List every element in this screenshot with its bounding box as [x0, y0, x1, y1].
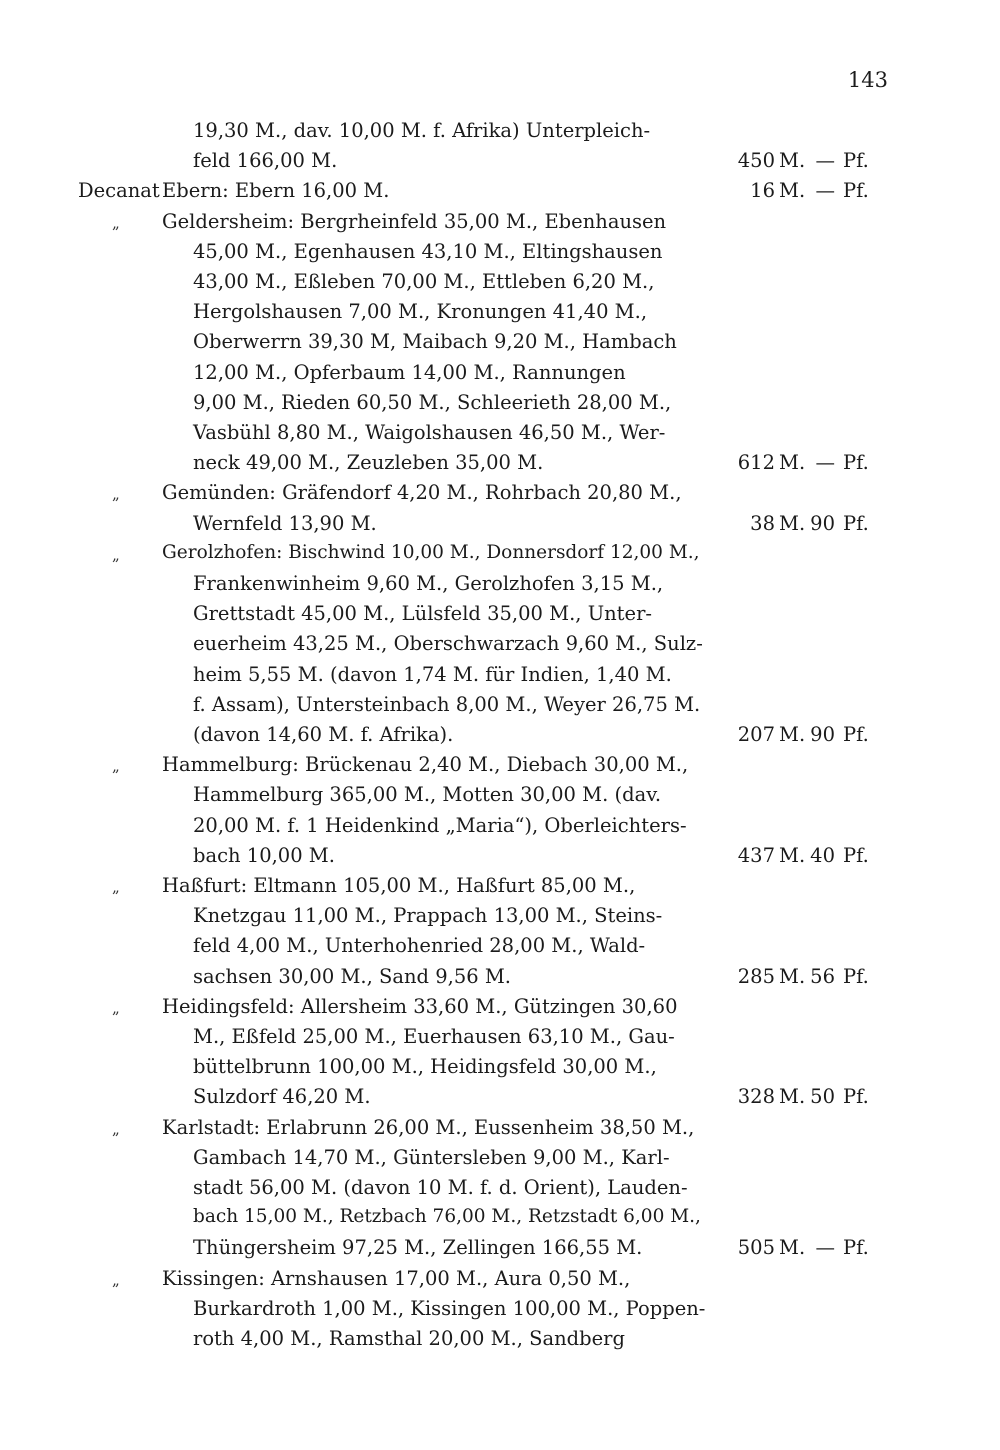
ditto-mark: „	[112, 878, 120, 896]
entry-text: roth 4,00 M., Ramsthal 20,00 M., Sandberg	[193, 1327, 625, 1350]
ledger-line	[0, 870, 1000, 900]
entry-text: (davon 14,60 M. f. Afrika).	[193, 723, 454, 746]
ledger-line	[0, 628, 1000, 658]
mark-unit: M.	[779, 511, 806, 535]
ledger-line	[0, 840, 1000, 870]
mark-unit: M.	[779, 964, 806, 988]
pfennig-unit: Pf.	[843, 179, 869, 203]
ledger-line	[0, 1323, 1000, 1353]
entry-text: Wernfeld 13,90 M.	[193, 511, 377, 535]
ledger-line	[0, 296, 1000, 326]
entry-text: Burkardroth 1,00 M., Kissingen 100,00 M., Poppen-	[193, 1296, 706, 1320]
mark-value: 328	[737, 1085, 775, 1109]
ledger-line	[0, 1081, 1000, 1111]
entry-text: Gerolzhofen: Bischwind 10,00 M., Donnersdorf 12,00 M.,	[162, 541, 700, 563]
ledger-line	[0, 206, 1000, 236]
entry-text: sachsen 30,00 M., Sand 9,56 M.	[193, 964, 512, 988]
ledger-line	[0, 447, 1000, 477]
pfennig-unit: Pf.	[843, 1085, 869, 1109]
entry-text: Karlstadt: Erlabrunn 26,00 M., Eussenheim 38,50 M.,	[162, 1115, 695, 1139]
entry-text: feld 166,00 M.	[193, 149, 338, 173]
ledger-line	[0, 568, 1000, 598]
entry-text: Frankenwinheim 9,60 M., Gerolzhofen 3,15 M.,	[193, 572, 664, 595]
mark-unit: M.	[779, 723, 806, 746]
pfennig-value: 50	[810, 1085, 835, 1109]
mark-unit: M.	[779, 843, 806, 867]
mark-value: 437	[737, 843, 775, 867]
ditto-mark: „	[112, 545, 120, 564]
mark-unit: M.	[779, 179, 806, 203]
ledger-line	[0, 538, 1000, 568]
entry-text: 45,00 M., Egenhausen 43,10 M., Eltingshausen	[193, 239, 663, 263]
entry-text: Hergolshausen 7,00 M., Kronungen 41,40 M.,	[193, 300, 648, 324]
ledger-line	[0, 477, 1000, 507]
pfennig-unit: Pf.	[843, 723, 869, 746]
ledger-line	[0, 1051, 1000, 1081]
mark-value: 612	[737, 451, 775, 475]
entry-text: bach 10,00 M.	[193, 843, 335, 867]
ledger-line	[0, 961, 1000, 991]
pfennig-value: 90	[810, 511, 835, 535]
ledger-line	[0, 1142, 1000, 1172]
ledger-line	[0, 900, 1000, 930]
ditto-mark: „	[112, 485, 120, 504]
ledger-line	[0, 1202, 1000, 1232]
mark-unit: M.	[779, 149, 806, 173]
ledger-line	[0, 779, 1000, 809]
entry-text: 19,30 M., dav. 10,00 M. f. Afrika) Unterpleich-	[193, 119, 651, 142]
entry-text: 9,00 M., Rieden 60,50 M., Schleerieth 28,00 M.,	[193, 390, 672, 414]
decanat-label: Decanat	[78, 179, 160, 203]
ledger-line	[0, 991, 1000, 1021]
mark-value: 505	[737, 1236, 775, 1260]
ledger-line	[0, 1172, 1000, 1202]
entry-text: f. Assam), Untersteinbach 8,00 M., Weyer 26,75 M.	[193, 692, 701, 716]
entry-text: Hammelburg: Brückenau 2,40 M., Diebach 30,00 M.,	[162, 753, 689, 777]
ledger-line	[0, 1263, 1000, 1293]
entry-text: Sulzdorf 46,20 M.	[193, 1085, 371, 1109]
entry-text: M., Eßfeld 25,00 M., Euerhausen 63,10 M., Gau-	[193, 1025, 675, 1048]
pfennig-value: —	[815, 451, 835, 475]
entry-text: Heidingsfeld: Allersheim 33,60 M., Gützingen 30,60	[162, 994, 678, 1018]
mark-unit: M.	[779, 451, 806, 475]
ditto-mark: „	[112, 213, 120, 232]
entry-text: Geldersheim: Bergrheinfeld 35,00 M., Ebenhausen	[162, 209, 667, 233]
entry-text: Thüngersheim 97,25 M., Zellingen 166,55 M.	[193, 1236, 643, 1260]
ledger-line	[0, 326, 1000, 356]
entry-text: heim 5,55 M. (davon 1,74 M. für Indien, 1,40 M.	[193, 662, 672, 686]
pfennig-value: —	[815, 1236, 835, 1260]
ledger-line	[0, 598, 1000, 628]
ledger-line	[0, 1021, 1000, 1051]
ledger-line	[0, 175, 1000, 205]
ledger-line	[0, 508, 1000, 538]
mark-unit: M.	[779, 1236, 806, 1260]
pfennig-value: —	[815, 179, 835, 203]
entry-text: 43,00 M., Eßleben 70,00 M., Ettleben 6,20 M.,	[193, 270, 655, 293]
entry-text: Gambach 14,70 M., Güntersleben 9,00 M., Karl-	[193, 1145, 670, 1169]
entry-text: 20,00 M. f. 1 Heidenkind „Maria“), Oberleichters-	[193, 813, 687, 837]
pfennig-unit: Pf.	[843, 964, 869, 988]
pfennig-unit: Pf.	[843, 149, 869, 173]
pfennig-unit: Pf.	[843, 451, 869, 475]
ledger-line	[0, 357, 1000, 387]
entry-text: stadt 56,00 M. (davon 10 M. f. d. Orient), Lauden-	[193, 1176, 688, 1199]
ledger-line	[0, 810, 1000, 840]
ditto-mark: „	[112, 998, 120, 1017]
page-number: 143	[847, 68, 888, 92]
ledger-line	[0, 1293, 1000, 1323]
mark-value: 38	[750, 511, 775, 535]
entry-text: Knetzgau 11,00 M., Prappach 13,00 M., Steins-	[193, 904, 663, 928]
ledger-line	[0, 930, 1000, 960]
entry-text: neck 49,00 M., Zeuzleben 35,00 M.	[193, 451, 544, 475]
ledger-line	[0, 236, 1000, 266]
ditto-mark: „	[112, 1119, 120, 1138]
ditto-mark: „	[112, 1270, 120, 1289]
entry-text: euerheim 43,25 M., Oberschwarzach 9,60 M., Sulz-	[193, 632, 703, 656]
ledger-line	[0, 115, 1000, 145]
ditto-mark: „	[112, 757, 120, 776]
entry-text: Vasbühl 8,80 M., Waigolshausen 46,50 M., Wer-	[193, 421, 666, 444]
pfennig-value: —	[815, 149, 835, 173]
ledger-line	[0, 1112, 1000, 1142]
ledger-line	[0, 417, 1000, 447]
mark-value: 207	[737, 723, 775, 746]
pfennig-unit: Pf.	[843, 1236, 869, 1260]
entry-text: Oberwerrn 39,30 M, Maibach 9,20 M., Hambach	[193, 330, 677, 354]
entry-text: Ebern: Ebern 16,00 M.	[162, 179, 390, 203]
entry-text: feld 4,00 M., Unterhohenried 28,00 M., Wald-	[193, 934, 646, 958]
pfennig-value: 56	[810, 964, 835, 988]
mark-unit: M.	[779, 1085, 806, 1109]
ledger-line	[0, 659, 1000, 689]
ledger-line	[0, 266, 1000, 296]
mark-value: 285	[737, 964, 775, 988]
pfennig-unit: Pf.	[843, 511, 869, 535]
entry-text: Grettstadt 45,00 M., Lülsfeld 35,00 M., Unter-	[193, 602, 652, 626]
entry-text: Kissingen: Arnshausen 17,00 M., Aura 0,50 M.,	[162, 1266, 631, 1290]
pfennig-unit: Pf.	[843, 843, 869, 867]
entry-text: Gemünden: Gräfendorf 4,20 M., Rohrbach 20,80 M.,	[162, 481, 682, 505]
ledger-line	[0, 689, 1000, 719]
entry-text: 12,00 M., Opferbaum 14,00 M., Rannungen	[193, 360, 626, 384]
entry-text: Haßfurt: Eltmann 105,00 M., Haßfurt 85,00 M.,	[162, 874, 636, 897]
mark-value: 450	[737, 149, 775, 173]
pfennig-value: 40	[810, 843, 835, 867]
mark-value: 16	[750, 179, 775, 203]
ledger-line	[0, 387, 1000, 417]
entry-text: büttelbrunn 100,00 M., Heidingsfeld 30,00 M.,	[193, 1055, 657, 1079]
entry-text: bach 15,00 M., Retzbach 76,00 M., Retzstadt 6,00 M.,	[193, 1206, 701, 1228]
ledger-line	[0, 145, 1000, 175]
ledger-line	[0, 749, 1000, 779]
entry-text: Hammelburg 365,00 M., Motten 30,00 M. (dav.	[193, 783, 662, 807]
pfennig-value: 90	[810, 723, 835, 746]
ledger-line	[0, 1232, 1000, 1262]
ledger-line	[0, 719, 1000, 749]
